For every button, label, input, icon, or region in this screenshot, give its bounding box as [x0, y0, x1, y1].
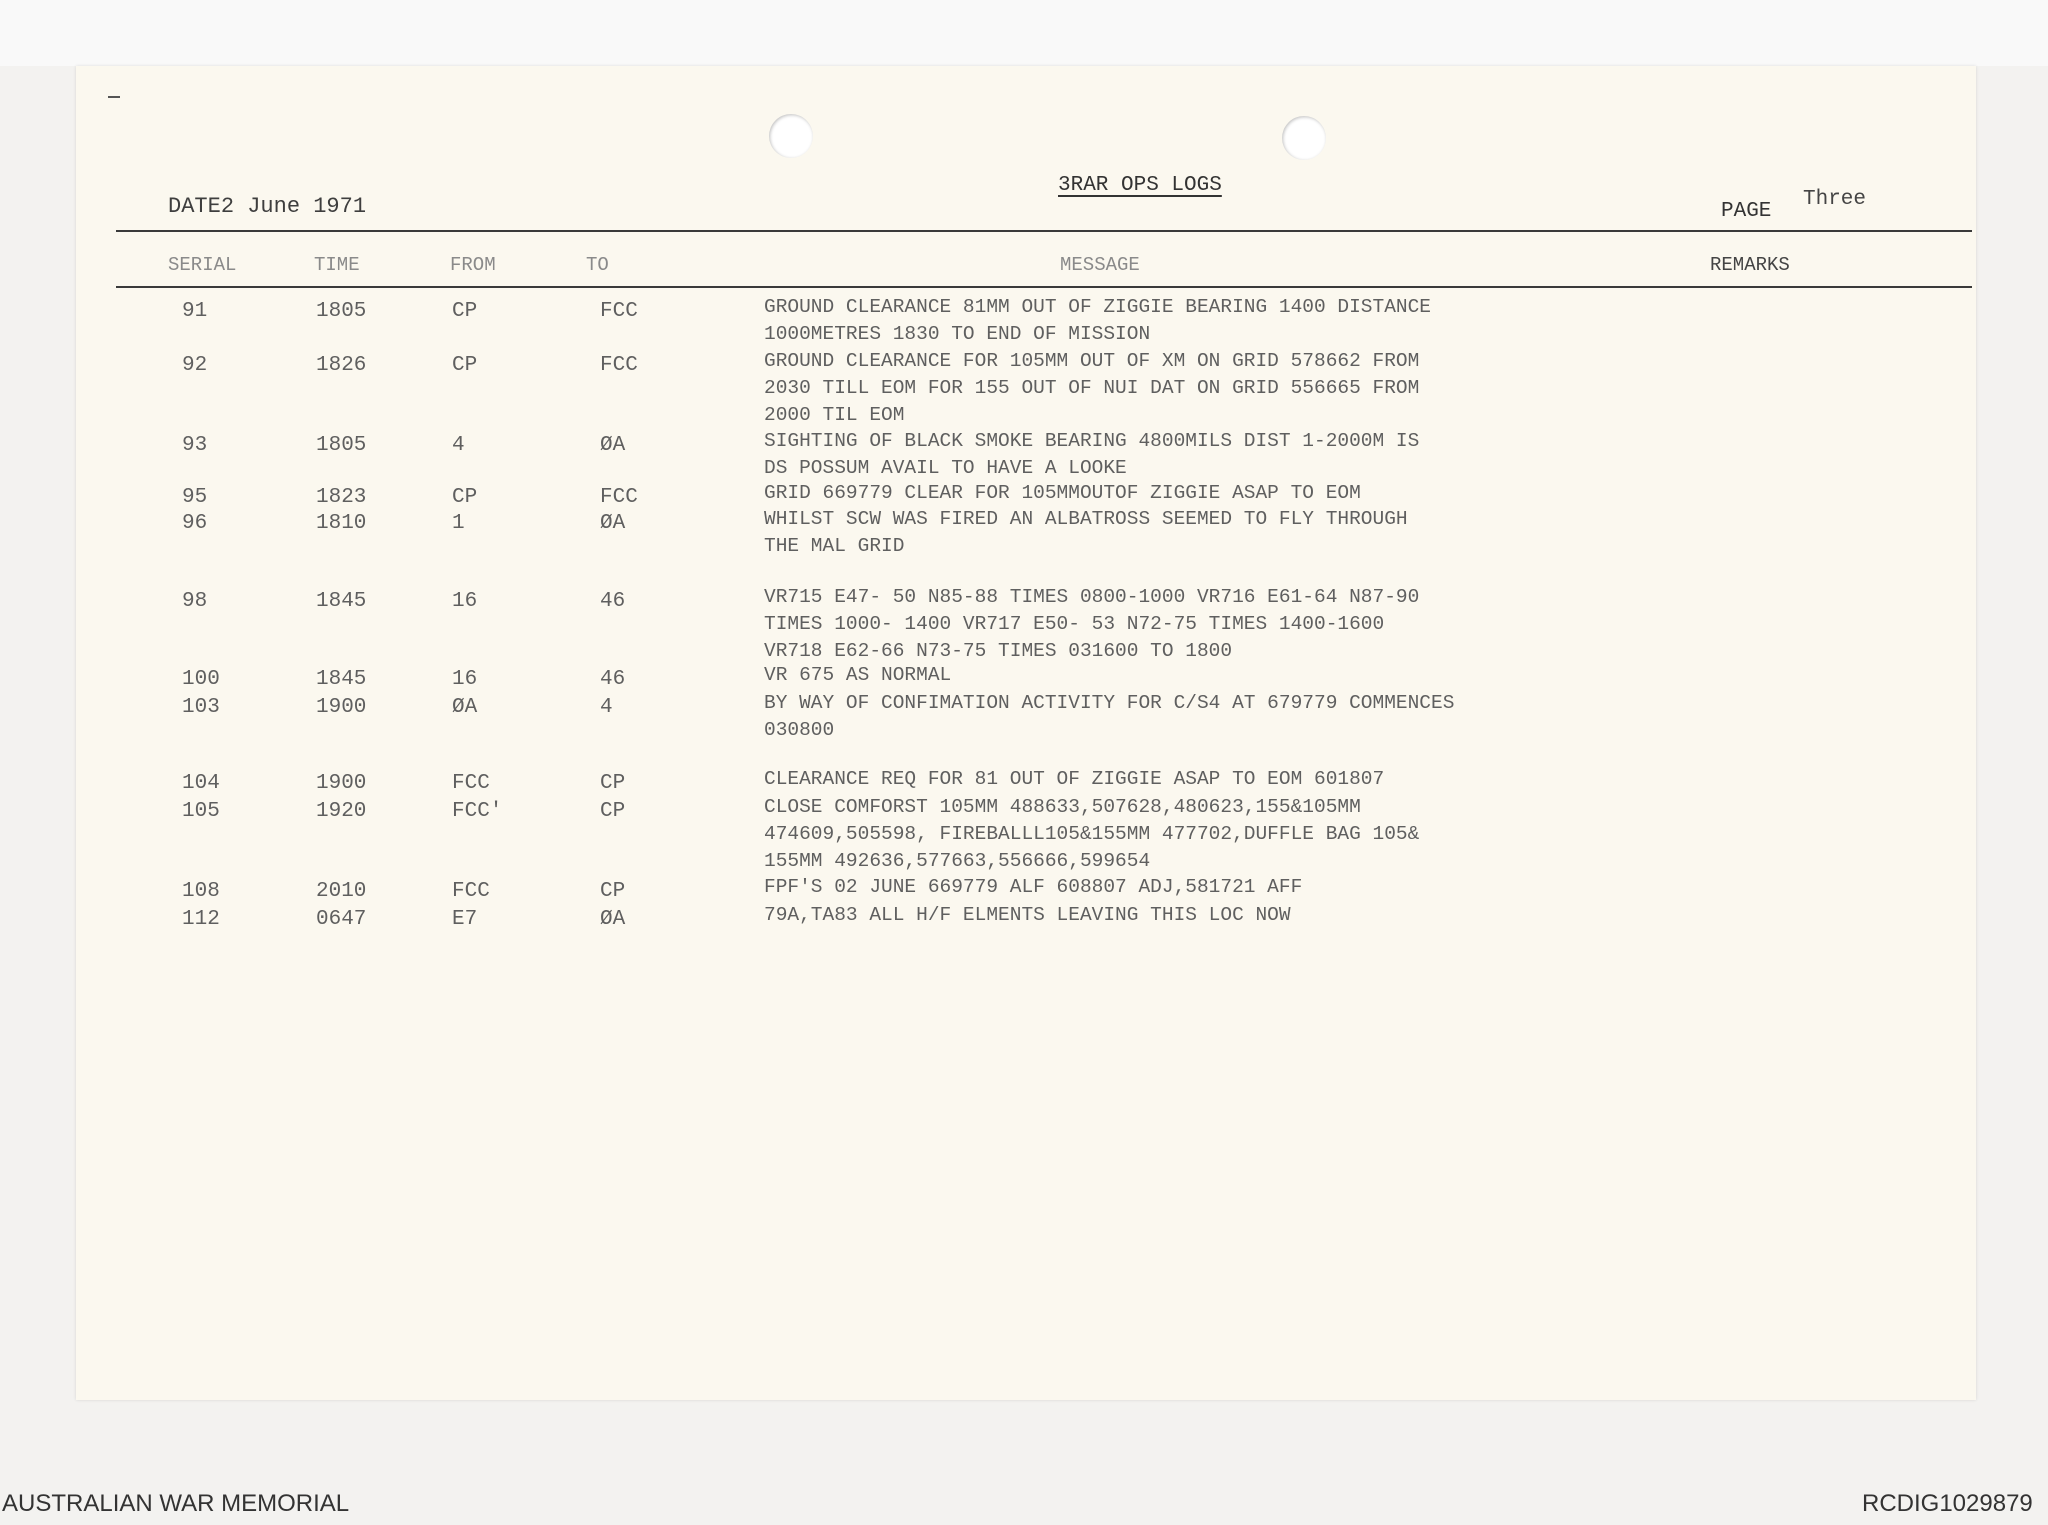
column-header-message: MESSAGE	[1060, 254, 1140, 276]
to-cell: ØA	[600, 908, 626, 931]
serial-cell: 91	[182, 300, 208, 323]
column-header-remarks: REMARKS	[1710, 254, 1790, 276]
serial-cell: 92	[182, 354, 208, 377]
to-cell: CP	[600, 800, 626, 823]
from-cell: 16	[452, 668, 478, 691]
message-line: BY WAY OF CONFIMATION ACTIVITY FOR C/S4 AT 679779 COMMENCES	[764, 692, 1455, 714]
footer-institution: AUSTRALIAN WAR MEMORIAL	[2, 1490, 350, 1517]
page-number: Three	[1803, 188, 1867, 211]
log-sheet	[76, 66, 1976, 1400]
time-cell: 2010	[316, 880, 367, 903]
serial-cell: 98	[182, 590, 208, 613]
message-line: CLOSE COMFORST 105MM 488633,507628,480623,155&105MM	[764, 796, 1361, 818]
message-line: 1000METRES 1830 TO END OF MISSION	[764, 323, 1151, 345]
message-line: THE MAL GRID	[764, 535, 905, 557]
time-cell: 1805	[316, 434, 367, 457]
message-line: TIMES 1000- 1400 VR717 E50- 53 N72-75 TIMES 1400-1600	[764, 613, 1385, 635]
to-cell: 46	[600, 590, 626, 613]
column-header-to: TO	[586, 254, 609, 276]
document-title: 3RAR OPS LOGS	[1058, 174, 1222, 197]
message-line: WHILST SCW WAS FIRED AN ALBATROSS SEEMED TO FLY THROUGH	[764, 508, 1408, 530]
time-cell: 0647	[316, 908, 367, 931]
time-cell: 1845	[316, 590, 367, 613]
time-cell: 1826	[316, 354, 367, 377]
column-header-time: TIME	[314, 254, 360, 276]
serial-cell: 112	[182, 908, 220, 931]
to-cell: 46	[600, 668, 626, 691]
time-cell: 1823	[316, 486, 367, 509]
serial-cell: 93	[182, 434, 208, 457]
to-cell: ØA	[600, 512, 626, 535]
from-cell: CP	[452, 300, 478, 323]
date-value: 2 June 1971	[220, 194, 367, 219]
to-cell: FCC	[600, 486, 638, 509]
to-cell: CP	[600, 880, 626, 903]
message-line: 155MM 492636,577663,556666,599654	[764, 850, 1151, 872]
time-cell: 1810	[316, 512, 367, 535]
from-cell: FCC	[452, 880, 490, 903]
from-cell: 1	[452, 512, 465, 535]
to-cell: 4	[600, 696, 613, 719]
message-line: VR 675 AS NORMAL	[764, 664, 952, 686]
scan-background	[0, 0, 2048, 66]
serial-cell: 103	[182, 696, 220, 719]
time-cell: 1845	[316, 668, 367, 691]
message-line: 2000 TIL EOM	[764, 404, 905, 426]
message-line: VR715 E47- 50 N85-88 TIMES 0800-1000 VR716 E61-64 N87-90	[764, 586, 1420, 608]
message-line: GRID 669779 CLEAR FOR 105MMOUTOF ZIGGIE ASAP TO EOM	[764, 482, 1361, 504]
message-line: 474609,505598, FIREBALLL105&155MM 477702,DUFFLE BAG 105&	[764, 823, 1420, 845]
serial-cell: 100	[182, 668, 220, 691]
message-line: CLEARANCE REQ FOR 81 OUT OF ZIGGIE ASAP TO EOM 601807	[764, 768, 1385, 790]
date-label: DATE	[168, 194, 221, 219]
message-line: SIGHTING OF BLACK SMOKE BEARING 4800MILS DIST 1-2000M IS	[764, 430, 1420, 452]
time-cell: 1805	[316, 300, 367, 323]
time-cell: 1920	[316, 800, 367, 823]
log-entries	[76, 66, 1976, 1400]
column-header-from: FROM	[450, 254, 496, 276]
column-header-serial: SERIAL	[168, 254, 237, 276]
from-cell: E7	[452, 908, 478, 931]
message-line: 030800	[764, 719, 835, 741]
to-cell: FCC	[600, 354, 638, 377]
message-line: VR718 E62-66 N73-75 TIMES 031600 TO 1800	[764, 640, 1233, 662]
message-line: GROUND CLEARANCE FOR 105MM OUT OF XM ON GRID 578662 FROM	[764, 350, 1420, 372]
to-cell: ØA	[600, 434, 626, 457]
from-cell: 4	[452, 434, 465, 457]
message-line: GROUND CLEARANCE 81MM OUT OF ZIGGIE BEARING 1400 DISTANCE	[764, 296, 1432, 318]
from-cell: FCC	[452, 772, 490, 795]
to-cell: FCC	[600, 300, 638, 323]
time-cell: 1900	[316, 772, 367, 795]
serial-cell: 105	[182, 800, 220, 823]
message-line: 79A,TA83 ALL H/F ELMENTS LEAVING THIS LOC NOW	[764, 904, 1291, 926]
message-line: DS POSSUM AVAIL TO HAVE A LOOKE	[764, 457, 1127, 479]
message-line: FPF'S 02 JUNE 669779 ALF 608807 ADJ,581721 AFF	[764, 876, 1303, 898]
page-label: PAGE	[1721, 200, 1772, 223]
footer-reference: RCDIG1029879	[1862, 1490, 2033, 1517]
from-cell: ØA	[452, 696, 478, 719]
time-cell: 1900	[316, 696, 367, 719]
from-cell: CP	[452, 486, 478, 509]
serial-cell: 104	[182, 772, 220, 795]
serial-cell: 108	[182, 880, 220, 903]
to-cell: CP	[600, 772, 626, 795]
from-cell: FCC'	[452, 800, 503, 823]
from-cell: CP	[452, 354, 478, 377]
serial-cell: 96	[182, 512, 208, 535]
message-line: 2030 TILL EOM FOR 155 OUT OF NUI DAT ON GRID 556665 FROM	[764, 377, 1420, 399]
serial-cell: 95	[182, 486, 208, 509]
from-cell: 16	[452, 590, 478, 613]
